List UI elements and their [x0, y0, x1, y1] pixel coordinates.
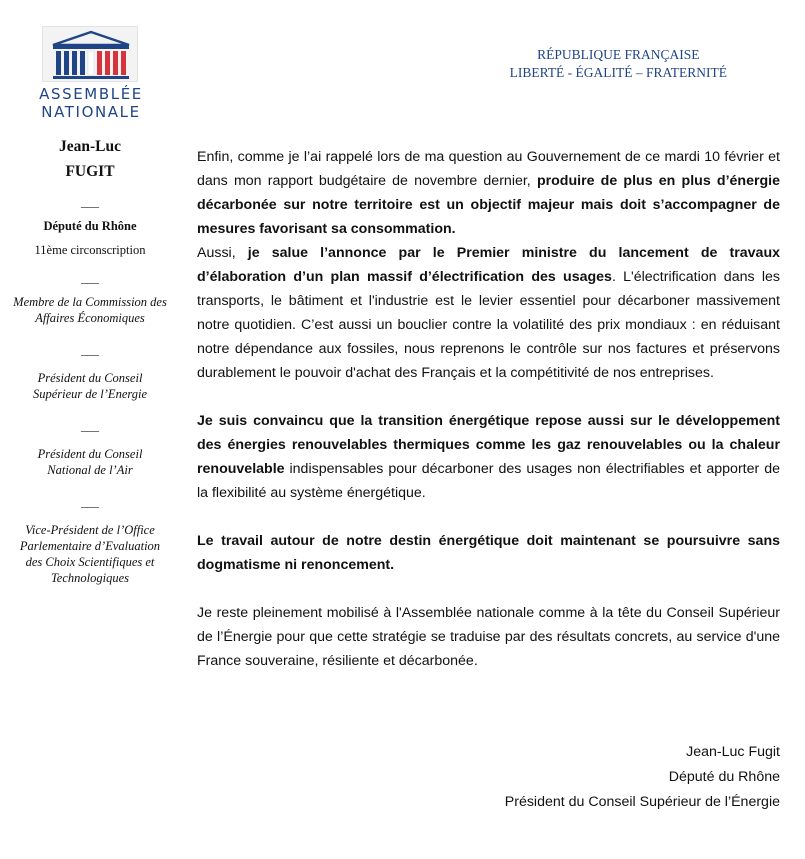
mandate-conseil-energie: Président du Conseil Supérieur de l’Energie	[32, 371, 148, 401]
letter-body	[197, 145, 780, 673]
republic-header	[510, 46, 727, 82]
p2-text: indispensables pour décarboner des usages non électrifiables et apporter de la flexibilité au système énergétique.	[197, 461, 780, 501]
deputy-circonscription: 11ème circonscription	[34, 243, 146, 257]
separator: ___	[81, 495, 99, 509]
deputy-last-name: FUGIT	[65, 163, 115, 180]
mandate-commission: Membre de la Commission des Affaires Économiques	[13, 295, 167, 325]
signature-name: Jean-Luc Fugit	[686, 744, 780, 760]
republic-title: RÉPUBLIQUE FRANÇAISE	[537, 47, 700, 62]
p1-bold-a: produire de plus en plus d’énergie décarbonée sur notre territoire est un objectif majeur mais doit s’accompagner de mesures favorisant sa consommation.	[197, 173, 780, 237]
separator: ___	[81, 343, 99, 357]
paragraph-mobilisation: Je reste pleinement mobilisé à l'Assemblée nationale comme à la tête du Conseil Supérieur de l’Énergie pour que cette stratégie se traduise par des résultats concrets, au service d'une France souveraine, résiliente et décarbonée.	[197, 605, 780, 669]
deputy-sidebar	[0, 134, 180, 586]
paragraph-electrification	[197, 145, 780, 385]
separator: ___	[81, 271, 99, 285]
separator: ___	[81, 419, 99, 433]
deputy-first-name: Jean-Luc	[59, 138, 121, 155]
p1-text-b: Aussi,	[197, 245, 248, 261]
p3-bold: Le travail autour de notre destin énergétique doit maintenant se poursuivre sans dogmatisme ni renoncement.	[197, 533, 780, 573]
paragraph-renewables	[197, 409, 780, 505]
separator: ___	[81, 195, 99, 209]
mandate-opecst: Vice-Président de l’Office Parlementaire d’Evaluation des Choix Scientifiques et Technologiques	[19, 523, 161, 585]
mandate-conseil-air: Président du Conseil National de l’Air	[37, 447, 143, 477]
paragraph-destiny	[197, 529, 780, 577]
p2-bold: Je suis convaincu que la transition énergétique repose aussi sur le développement des énergies renouvelables thermiques comme les gaz renouvelables ou la chaleur renouvelable	[197, 413, 780, 477]
assemblee-nationale-logo	[36, 24, 146, 124]
deputy-role: Député du Rhône	[43, 219, 137, 233]
logo-word-assemblee: ASSEMBLÉE	[39, 85, 143, 103]
p1-text-c: . L'électrification dans les transports, le bâtiment et l'industrie est le levier essentiel pour décarboner massivement notre quotidien. C’est aussi un bouclier contre la volatilité des prix mondiaux : en réduisant notre dépendance aux fossiles, nous reprenons le contrôle sur nos factures et préservons durablement le pouvoir d'achat des Français et la compétitivité de nos entreprises.	[197, 269, 780, 381]
p1-text-a: Enfin, comme je l’ai rappelé lors de ma question au Gouvernement de ce mardi 10 février et dans mon rapport budgétaire de novembre dernier,	[197, 149, 780, 189]
signature-role: Député du Rhône	[668, 769, 780, 785]
hemicycle-icon	[42, 26, 138, 82]
republic-motto: LIBERTÉ - ÉGALITÉ – FRATERNITÉ	[509, 65, 727, 80]
logo-word-nationale: NATIONALE	[41, 103, 141, 121]
signature-block	[505, 740, 780, 815]
p1-bold-b: je salue l’annonce par le Premier ministre du lancement de travaux d’élaboration d’un plan massif d’électrification des usages	[197, 245, 781, 285]
signature-title: Président du Conseil Supérieur de l’Énergie	[504, 794, 780, 810]
